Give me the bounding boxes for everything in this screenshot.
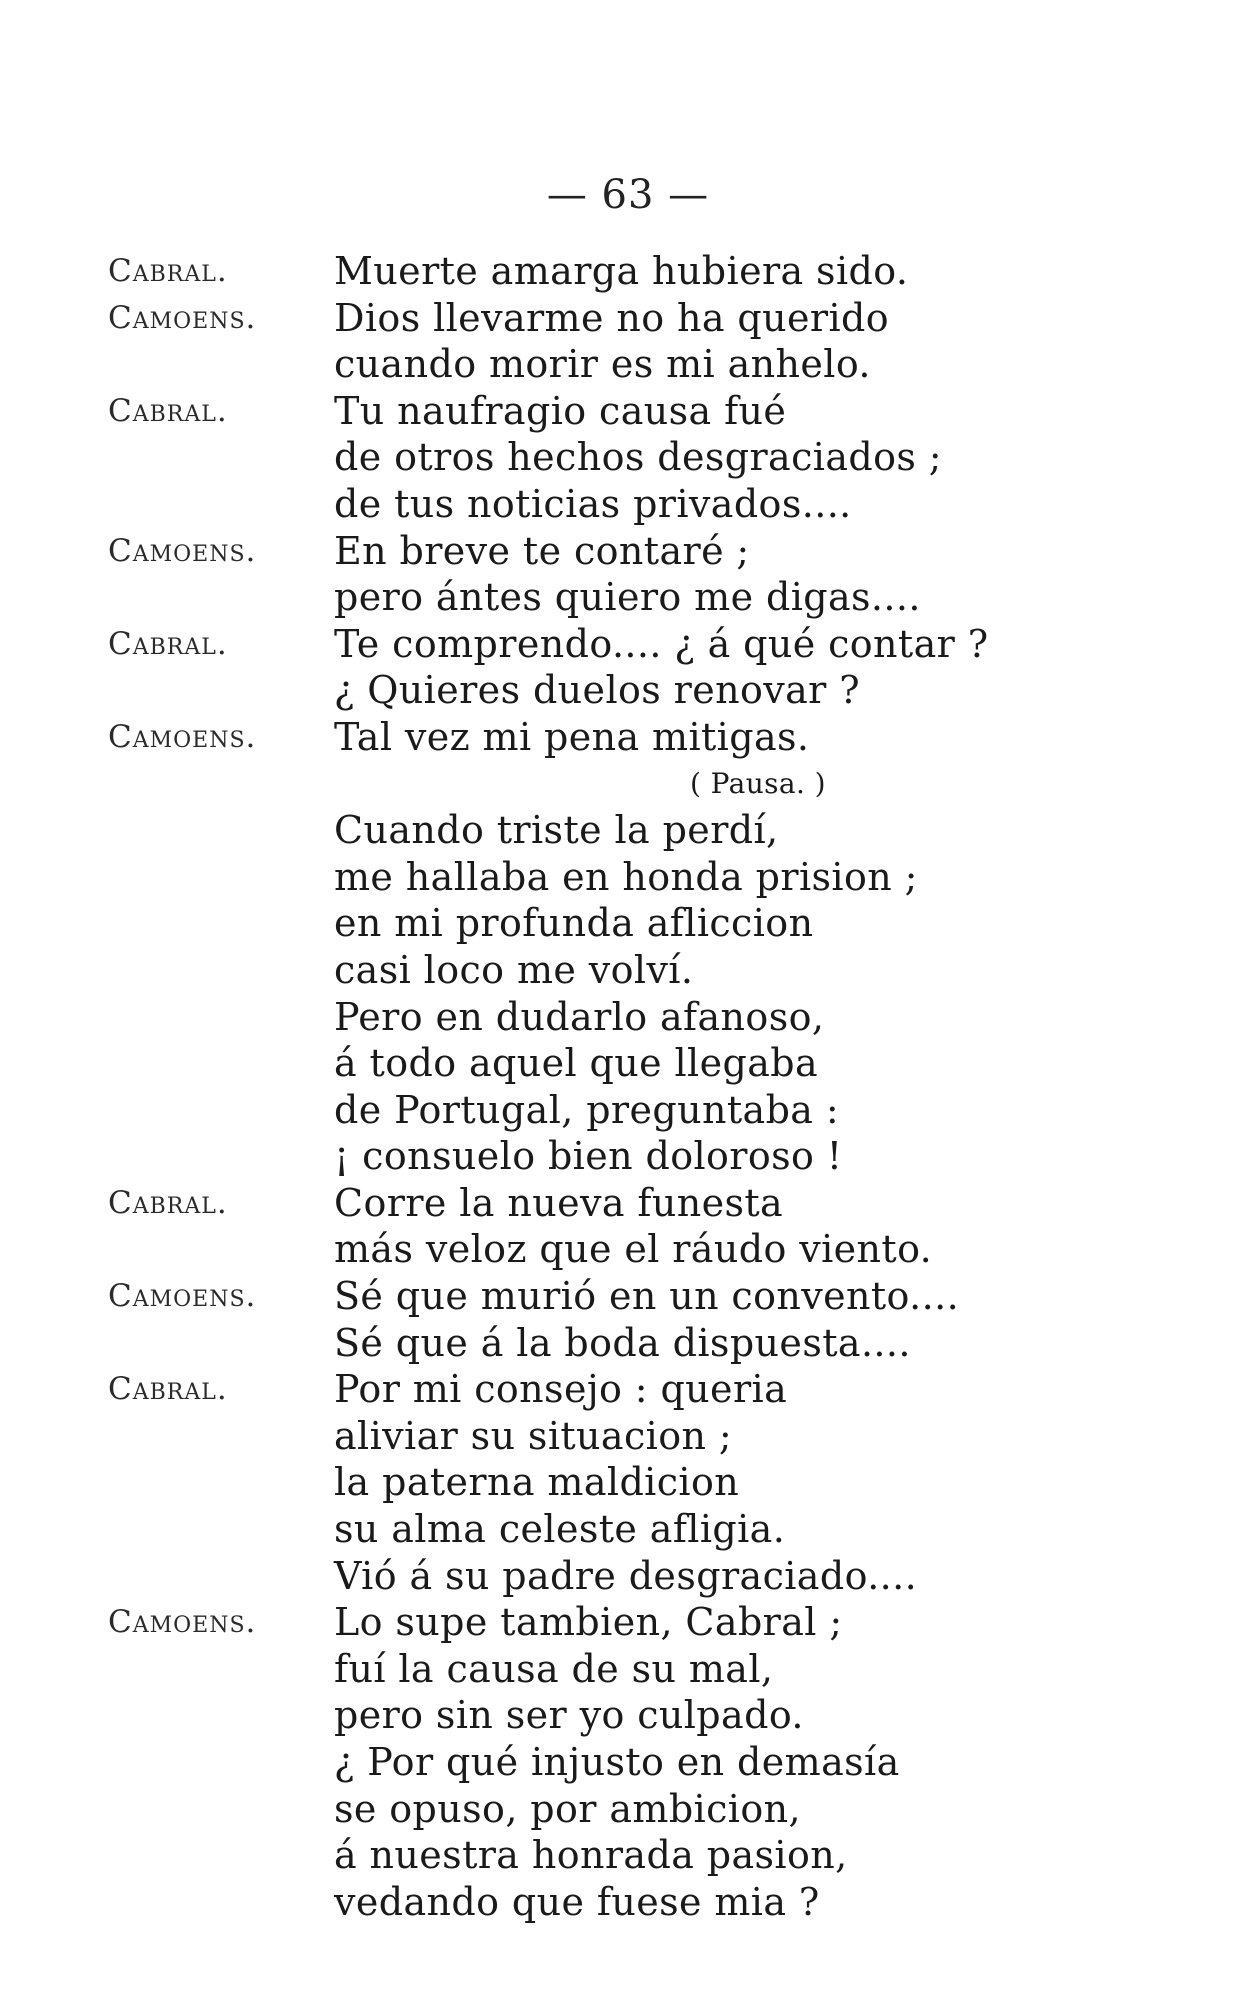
verse-row [0,248,1256,295]
verse-line: su alma celeste afligia. [334,1507,786,1552]
verse-line: Corre la nueva funesta [334,1180,784,1225]
verse-row [0,1879,1256,1926]
verse-row [0,1040,1256,1087]
verse-row [0,807,1256,854]
verse-row [0,1739,1256,1786]
verse-row [0,1646,1256,1693]
verse-line: vedando que fuese mia ? [334,1879,820,1924]
verse-line: Te comprendo.... ¿ á qué contar ? [334,621,989,666]
verse-line: pero sin ser yo culpado. [334,1693,804,1738]
verse-row [0,295,1256,342]
speaker-name: Camoens. [108,718,257,755]
verse-line: Tu naufragio causa fué [334,388,787,433]
verse-row [0,1273,1256,1320]
verse-line: de tus noticias privados.... [334,481,852,526]
verse-line: Lo supe tambien, Cabral ; [334,1600,843,1645]
verse-line: se opuso, por ambicion, [334,1786,801,1831]
verse-line: más veloz que el ráudo viento. [334,1227,933,1272]
verse-row [0,1506,1256,1553]
verse-row [0,574,1256,621]
verse-line: me hallaba en honda prision ; [334,854,918,899]
stage-direction-row [0,761,1256,808]
verse-row [0,1366,1256,1413]
verse-row [0,1459,1256,1506]
verse-row [0,1226,1256,1273]
verse-row [0,481,1256,528]
verse-row [0,1320,1256,1367]
verse-row [0,714,1256,761]
verse-row [0,341,1256,388]
verse-row [0,1180,1256,1227]
speaker-name: Cabral. [108,1184,228,1221]
verse-line: Dios llevarme no ha querido [334,295,890,340]
verse-line: Pero en dudarlo afanoso, [334,994,825,1039]
verse-row [0,1692,1256,1739]
speaker-name: Cabral. [108,253,228,289]
verse-line: Tal vez mi pena mitigas. [334,714,810,759]
verse-row [0,994,1256,1041]
verse-row [0,900,1256,947]
verse-row [0,947,1256,994]
verse-line: cuando morir es mi anhelo. [334,342,871,387]
verse-line: ¿ Por qué injusto en demasía [334,1740,900,1784]
verse-line: de Portugal, preguntaba : [334,1087,840,1132]
verse-line: Por mi consejo : queria [334,1367,788,1412]
verse-line: Cuando triste la perdí, [334,808,779,853]
verse-line: á todo aquel que llegaba [334,1041,819,1086]
speaker-name: Camoens. [108,1604,257,1641]
speaker-name: Camoens. [108,532,257,569]
verse-row [0,854,1256,901]
verse-dialogue [0,248,1256,1925]
verse-line: Sé que murió en un convento.... [334,1274,960,1319]
verse-line: En breve te contaré ; [334,528,750,573]
verse-line: Sé que á la boda dispuesta.... [334,1320,911,1365]
verse-row [0,1133,1256,1180]
verse-line: á nuestra honrada pasion, [334,1833,848,1878]
verse-row [0,1413,1256,1460]
verse-row [0,1087,1256,1134]
stage-direction: ( Pausa. ) [690,766,826,800]
verse-row [0,1786,1256,1833]
verse-row [0,1553,1256,1600]
speaker-name: Cabral. [108,392,228,429]
verse-line: pero ántes quiero me digas.... [334,575,921,620]
verse-line: en mi profunda afliccion [334,901,814,946]
speaker-name: Camoens. [108,299,257,336]
verse-line: la paterna maldicion [334,1460,740,1505]
speaker-name: Cabral. [108,625,228,662]
verse-row [0,388,1256,435]
verse-row [0,528,1256,575]
verse-row [0,434,1256,481]
verse-line: ¿ Quieres duelos renovar ? [334,668,860,713]
verse-row [0,1832,1256,1879]
verse-line: fuí la causa de su mal, [334,1646,774,1691]
verse-row [0,667,1256,714]
verse-line: de otros hechos desgraciados ; [334,435,942,480]
verse-line: casi loco me volví. [334,947,694,992]
verse-line: Muerte amarga hubiera sido. [334,249,909,293]
verse-line: ¡ consuelo bien doloroso ! [334,1134,843,1179]
speaker-name: Cabral. [108,1371,228,1408]
page-number: — 63 — [546,172,710,218]
verse-line: aliviar su situacion ; [334,1413,733,1458]
verse-row [0,1599,1256,1646]
verse-line: Vió á su padre desgraciado.... [334,1553,918,1598]
speaker-name: Camoens. [108,1278,257,1315]
verse-row [0,621,1256,668]
